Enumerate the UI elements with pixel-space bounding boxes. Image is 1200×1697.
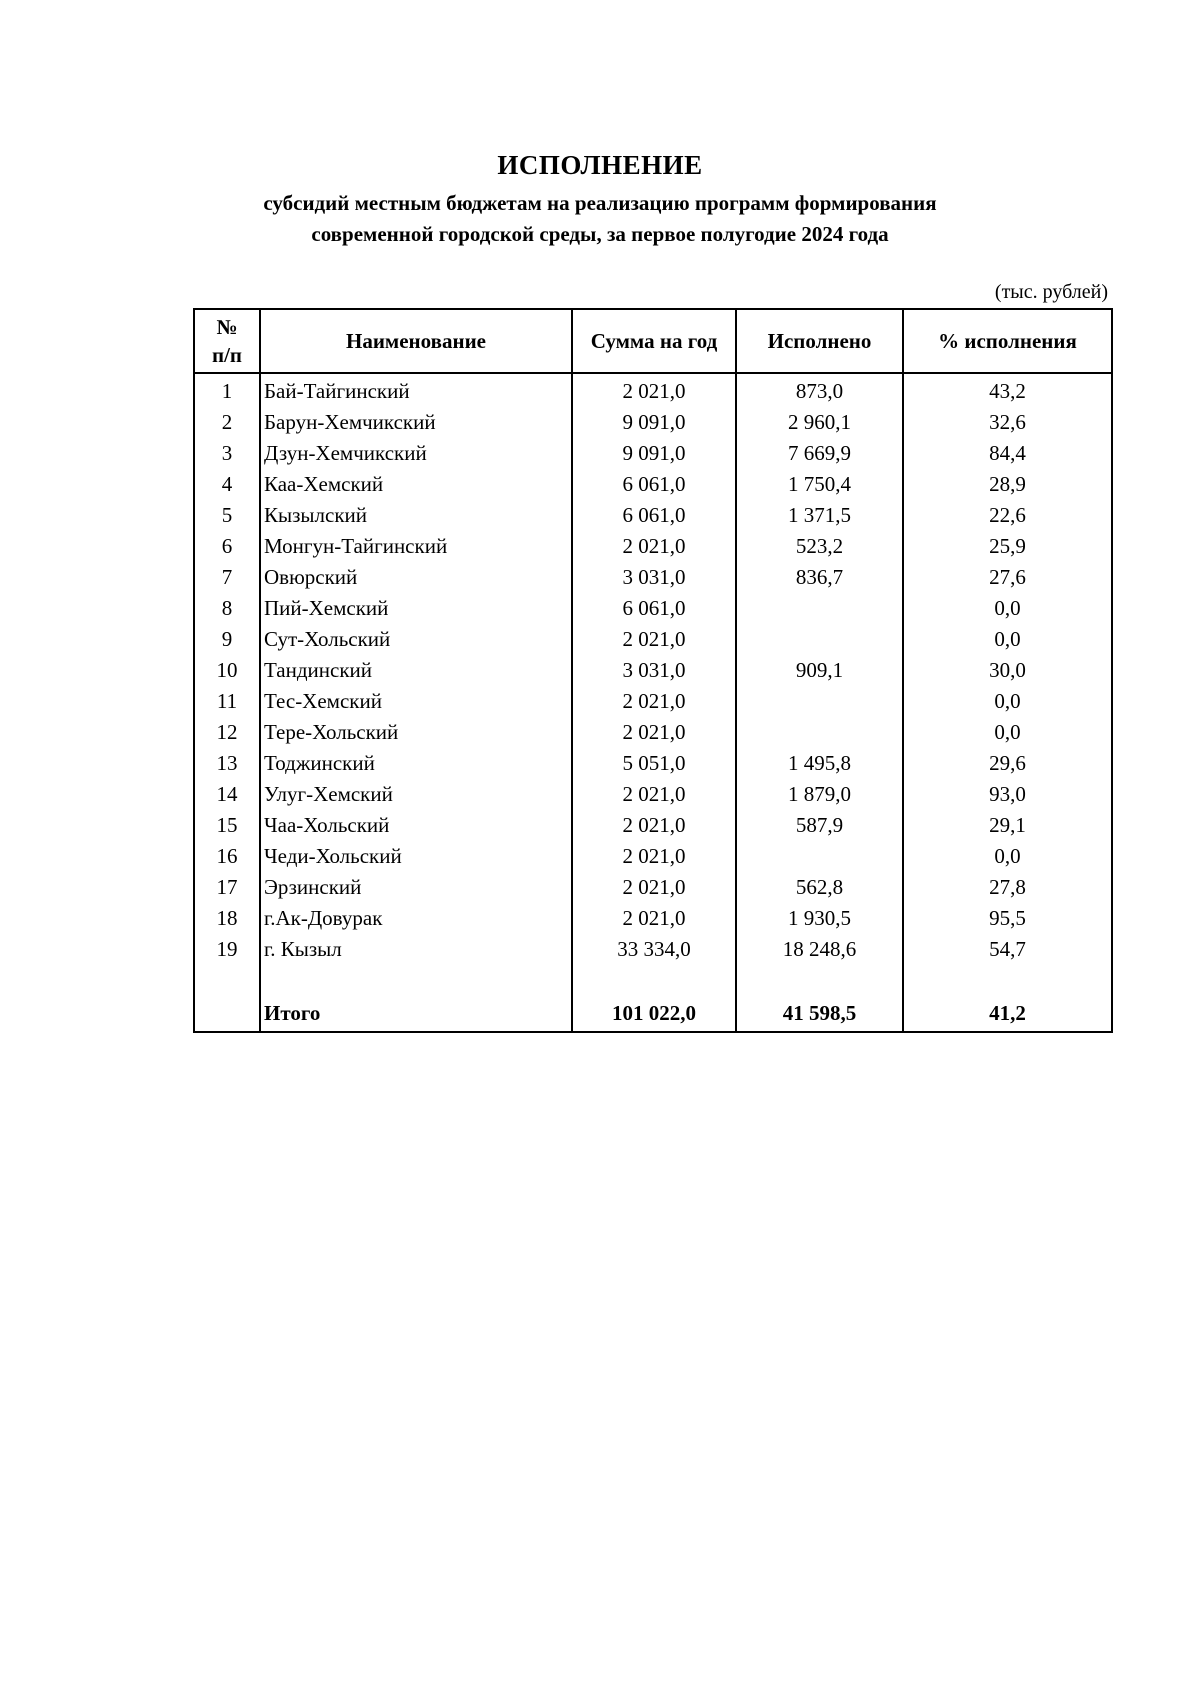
row-name: Каа-Хемский	[260, 469, 572, 500]
row-annual: 2 021,0	[572, 686, 736, 717]
row-name: г. Кызыл	[260, 934, 572, 965]
row-name: г.Ак-Довурак	[260, 903, 572, 934]
row-annual: 3 031,0	[572, 655, 736, 686]
row-executed: 1 371,5	[736, 500, 903, 531]
unit-label: (тыс. рублей)	[994, 281, 1108, 303]
table-row	[194, 407, 1112, 438]
row-executed: 1 750,4	[736, 469, 903, 500]
table-row	[194, 841, 1112, 872]
table-row	[194, 717, 1112, 748]
total-annual: 101 022,0	[572, 995, 736, 1032]
row-percent: 43,2	[903, 373, 1112, 407]
table-row	[194, 562, 1112, 593]
row-num: 18	[194, 903, 260, 934]
table-row	[194, 593, 1112, 624]
row-executed: 1 879,0	[736, 779, 903, 810]
row-annual: 9 091,0	[572, 407, 736, 438]
total-percent: 41,2	[903, 995, 1112, 1032]
row-percent: 25,9	[903, 531, 1112, 562]
row-annual: 6 061,0	[572, 469, 736, 500]
row-executed: 909,1	[736, 655, 903, 686]
row-name: Улуг-Хемский	[260, 779, 572, 810]
table-row	[194, 810, 1112, 841]
row-name: Тоджинский	[260, 748, 572, 779]
row-executed	[736, 686, 903, 717]
row-name: Тере-Хольский	[260, 717, 572, 748]
row-percent: 32,6	[903, 407, 1112, 438]
row-executed: 7 669,9	[736, 438, 903, 469]
row-executed: 1 495,8	[736, 748, 903, 779]
row-executed	[736, 624, 903, 655]
row-executed: 2 960,1	[736, 407, 903, 438]
total-label: Итого	[260, 995, 572, 1032]
row-annual: 2 021,0	[572, 810, 736, 841]
row-name: Монгун-Тайгинский	[260, 531, 572, 562]
row-num: 17	[194, 872, 260, 903]
row-num: 3	[194, 438, 260, 469]
row-name: Чеди-Хольский	[260, 841, 572, 872]
row-num: 6	[194, 531, 260, 562]
table-row	[194, 624, 1112, 655]
row-name: Чаа-Хольский	[260, 810, 572, 841]
header-num	[194, 309, 260, 373]
document-subtitle-line1: субсидий местным бюджетам на реализацию программ формирования	[263, 191, 937, 215]
row-name: Тандинский	[260, 655, 572, 686]
row-percent: 29,6	[903, 748, 1112, 779]
row-percent: 27,8	[903, 872, 1112, 903]
row-num: 11	[194, 686, 260, 717]
execution-table	[193, 308, 1113, 1033]
row-percent: 93,0	[903, 779, 1112, 810]
row-name: Овюрский	[260, 562, 572, 593]
table-row	[194, 469, 1112, 500]
row-executed: 562,8	[736, 872, 903, 903]
row-num: 9	[194, 624, 260, 655]
row-executed: 873,0	[736, 373, 903, 407]
row-name: Барун-Хемчикский	[260, 407, 572, 438]
row-num: 13	[194, 748, 260, 779]
header-executed: Исполнено	[736, 309, 903, 373]
row-executed	[736, 593, 903, 624]
row-annual: 6 061,0	[572, 593, 736, 624]
row-name: Пий-Хемский	[260, 593, 572, 624]
document-title: ИСПОЛНЕНИЕ	[497, 150, 703, 180]
table-row	[194, 748, 1112, 779]
row-num: 14	[194, 779, 260, 810]
row-annual: 2 021,0	[572, 903, 736, 934]
row-name: Дзун-Хемчикский	[260, 438, 572, 469]
row-num: 4	[194, 469, 260, 500]
row-executed: 18 248,6	[736, 934, 903, 965]
table-row	[194, 934, 1112, 965]
row-percent: 84,4	[903, 438, 1112, 469]
row-num: 19	[194, 934, 260, 965]
header-annual: Сумма на год	[572, 309, 736, 373]
row-num: 7	[194, 562, 260, 593]
row-num: 15	[194, 810, 260, 841]
spacer-row	[194, 965, 1112, 995]
row-annual: 2 021,0	[572, 779, 736, 810]
header-name: Наименование	[260, 309, 572, 373]
table-row	[194, 438, 1112, 469]
table-body	[194, 373, 1112, 1032]
row-percent: 22,6	[903, 500, 1112, 531]
row-percent: 0,0	[903, 686, 1112, 717]
table-header-row	[194, 309, 1112, 373]
row-percent: 0,0	[903, 717, 1112, 748]
row-executed: 836,7	[736, 562, 903, 593]
row-annual: 2 021,0	[572, 717, 736, 748]
row-num: 1	[194, 373, 260, 407]
row-name: Сут-Хольский	[260, 624, 572, 655]
row-name: Эрзинский	[260, 872, 572, 903]
row-executed	[736, 717, 903, 748]
row-annual: 9 091,0	[572, 438, 736, 469]
row-annual: 2 021,0	[572, 624, 736, 655]
row-percent: 0,0	[903, 624, 1112, 655]
total-executed: 41 598,5	[736, 995, 903, 1032]
row-num: 10	[194, 655, 260, 686]
row-percent: 95,5	[903, 903, 1112, 934]
total-row	[194, 995, 1112, 1032]
row-executed: 1 930,5	[736, 903, 903, 934]
row-executed	[736, 841, 903, 872]
table-row	[194, 903, 1112, 934]
row-percent: 0,0	[903, 841, 1112, 872]
row-annual: 3 031,0	[572, 562, 736, 593]
row-percent: 0,0	[903, 593, 1112, 624]
row-executed: 523,2	[736, 531, 903, 562]
table-row	[194, 655, 1112, 686]
row-percent: 30,0	[903, 655, 1112, 686]
row-percent: 28,9	[903, 469, 1112, 500]
table-row	[194, 531, 1112, 562]
row-num: 12	[194, 717, 260, 748]
total-num-cell	[194, 995, 260, 1032]
row-name: Бай-Тайгинский	[260, 373, 572, 407]
row-num: 5	[194, 500, 260, 531]
table-row	[194, 779, 1112, 810]
row-num: 2	[194, 407, 260, 438]
row-percent: 29,1	[903, 810, 1112, 841]
row-num: 16	[194, 841, 260, 872]
header-percent: % исполнения	[903, 309, 1112, 373]
table-row	[194, 500, 1112, 531]
row-annual: 2 021,0	[572, 872, 736, 903]
row-num: 8	[194, 593, 260, 624]
header-num-line1: №	[216, 315, 238, 339]
row-annual: 5 051,0	[572, 748, 736, 779]
row-name: Кызылский	[260, 500, 572, 531]
row-annual: 2 021,0	[572, 373, 736, 407]
row-annual: 2 021,0	[572, 841, 736, 872]
row-percent: 54,7	[903, 934, 1112, 965]
table-row	[194, 686, 1112, 717]
row-annual: 2 021,0	[572, 531, 736, 562]
row-name: Тес-Хемский	[260, 686, 572, 717]
row-percent: 27,6	[903, 562, 1112, 593]
header-num-line2: п/п	[211, 343, 243, 367]
table-row	[194, 872, 1112, 903]
row-annual: 6 061,0	[572, 500, 736, 531]
row-executed: 587,9	[736, 810, 903, 841]
document-subtitle-line2: современной городской среды, за первое полугодие 2024 года	[311, 222, 889, 246]
row-annual: 33 334,0	[572, 934, 736, 965]
table-row	[194, 373, 1112, 407]
